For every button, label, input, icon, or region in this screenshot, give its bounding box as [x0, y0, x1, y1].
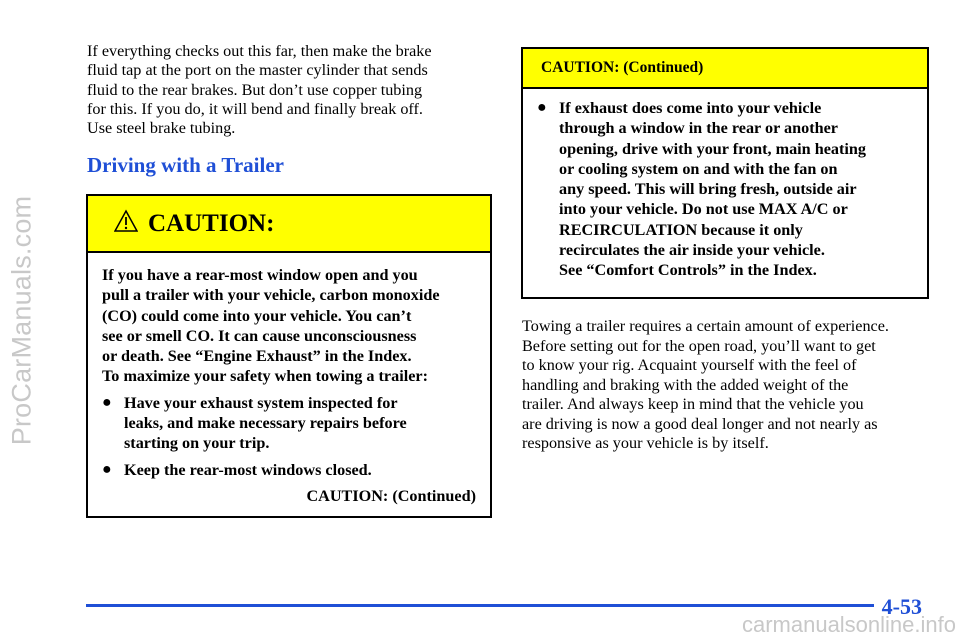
caution-line: If you have a rear-most window open and you	[102, 266, 418, 284]
bullet-item	[102, 460, 480, 480]
intro-line: Use steel brake tubing.	[87, 119, 236, 138]
caution-continued-title: CAUTION: (Continued)	[541, 59, 704, 76]
caution-line: (CO) could come into your vehicle. You can’t	[102, 306, 412, 325]
caution-line: see or smell CO. It can cause unconsciousness	[102, 326, 417, 345]
page-number: 4-53	[881, 594, 922, 619]
bullet-line: through a window in the rear or another	[559, 119, 838, 138]
bullet-icon: ●	[102, 393, 112, 411]
caution-line: pull a trailer with your vehicle, carbon monoxide	[102, 286, 440, 305]
towing-line: Towing a trailer requires a certain amount of experience.	[522, 317, 889, 335]
bullet-icon: ●	[537, 99, 547, 116]
towing-line: Before setting out for the open road, you’ll want to get	[522, 336, 876, 355]
caution-box	[86, 194, 492, 518]
bullet-icon: ●	[102, 460, 112, 478]
bullet-line: leaks, and make necessary repairs before	[124, 414, 407, 433]
footer-watermark: carmanualsonline.info	[741, 612, 956, 637]
caution-header	[88, 196, 490, 253]
bullet-line: Have your exhaust system inspected for	[124, 393, 398, 412]
footer-rule	[86, 604, 874, 607]
bullet-item	[537, 98, 917, 281]
towing-line: responsive as your vehicle is by itself.	[522, 434, 769, 452]
caution-line: or death. See “Engine Exhaust” in the Index.	[102, 347, 412, 366]
caution-body	[523, 89, 927, 281]
caution-continued-box	[521, 47, 929, 299]
caution-title: CAUTION:	[148, 209, 275, 237]
bullet-line: recirculates the air inside your vehicle.	[559, 241, 825, 260]
side-watermark-text: ProCarManuals.com	[6, 195, 37, 445]
bullet-line: Keep the rear-most windows closed.	[124, 460, 372, 479]
warning-triangle-icon	[114, 209, 138, 233]
section-title: Driving with a Trailer	[87, 153, 284, 177]
towing-line: to know your rig. Acquaint yourself with the feel of	[522, 356, 857, 374]
bullet-line: opening, drive with your front, main heating	[559, 139, 866, 158]
side-watermark	[2, 0, 42, 640]
bullet-item	[102, 393, 480, 454]
bullet-line: or cooling system on and with the fan on	[559, 159, 838, 178]
intro-line: fluid to the rear brakes. But don’t use copper tubing	[87, 80, 423, 99]
bullet-line: any speed. This will bring fresh, outside air	[559, 180, 857, 199]
bullet-line: See “Comfort Controls” in the Index.	[559, 261, 817, 280]
intro-line: If everything checks out this far, then make the brake	[87, 42, 432, 60]
intro-paragraph	[87, 42, 487, 138]
caution-continued-label: CAUTION: (Continued)	[306, 486, 476, 505]
caution-body	[88, 253, 490, 506]
bullet-line: RECIRCULATION because it only	[559, 220, 803, 239]
towing-line: handling and braking with the added weight of the	[522, 375, 849, 394]
bullet-line: starting on your trip.	[124, 434, 270, 453]
towing-paragraph	[522, 317, 942, 454]
bullet-line: into your vehicle. Do not use MAX A/C or	[559, 200, 848, 219]
towing-line: trailer. And always keep in mind that the vehicle you	[522, 395, 864, 413]
towing-line: are driving is now a good deal longer and not nearly as	[522, 414, 878, 433]
bullet-line: If exhaust does come into your vehicle	[559, 99, 822, 117]
caution-line: To maximize your safety when towing a trailer:	[102, 367, 428, 386]
caution-header	[523, 49, 927, 89]
intro-line: fluid tap at the port on the master cylinder that sends	[87, 61, 428, 80]
intro-line: for this. If you do, it will bend and finally break off.	[87, 99, 423, 118]
